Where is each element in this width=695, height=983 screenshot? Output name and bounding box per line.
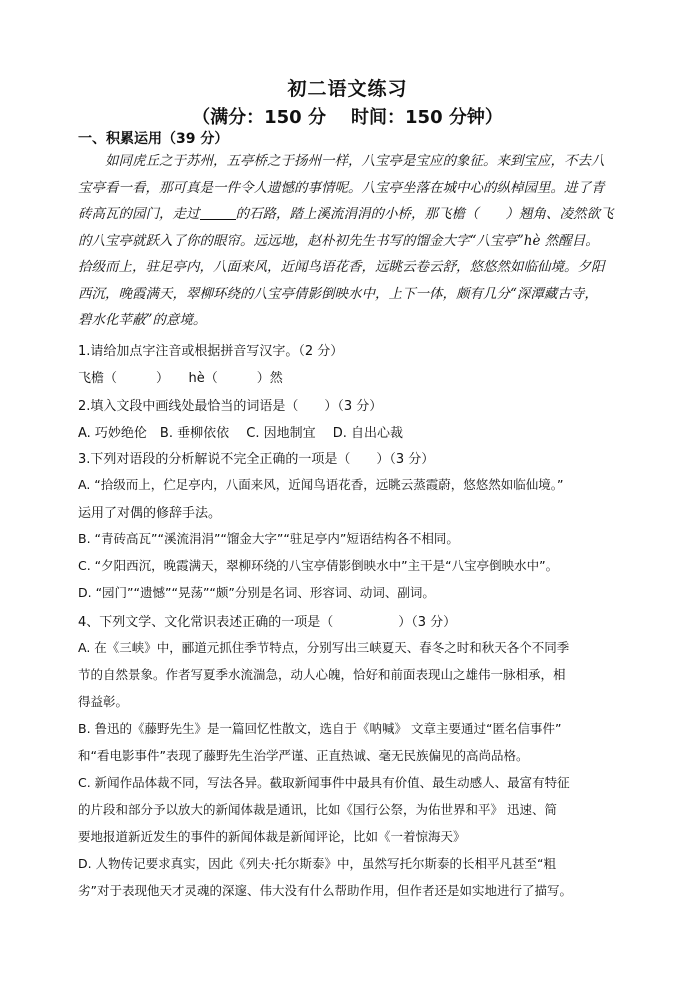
question-2-options: A. 巧妙绝伦 B. 垂柳依依 C. 因地制宜 D. 自出心裁 (78, 426, 403, 441)
question-3-option-a: A. “拾级而上，伫足亭内，八面来风，近闻鸟语花香，远眺云蒸霞蔚，悠悠然如临仙境。” (78, 477, 564, 492)
passage-line (78, 201, 626, 228)
reading-passage (78, 148, 626, 334)
question-4-option-c: C. 新闻作品体裁不同，写法各异。截取新闻事件中最具有价值、最生动感人、最富有特征 (78, 775, 570, 790)
passage-text: 的石路，踏上溪流涓涓的小桥，那飞檐（ ）翘角、凌然欲飞 (235, 206, 614, 222)
question-4-stem: 4、下列文学、文化常识表述正确的一项是（ ）（3 分） (78, 615, 457, 630)
question-1-stem: 1.请给加点字注音或根据拼音写汉字。（2 分） (78, 344, 344, 359)
passage-line: 的八宝亭就跃入了你的眼帘。远远地，赵朴初先生书写的馏金大字“八宝亭”hè 然醒目。 (78, 232, 599, 249)
question-4-option-d: D. 人物传记要求真实，因此《列夫·托尔斯泰》中，虽然写托尔斯泰的长相平凡甚至“粗 (78, 856, 557, 871)
question-4-option-b-cont: 和“看电影事件”表现了藤野先生治学严谨、正直热诚、毫无民族偏见的高尚品格。 (78, 748, 529, 763)
question-4-option-a: A. 在《三峡》中，郦道元抓住季节特点，分别写出三峡夏天、春冬之时和秋天各个不同季 (78, 640, 570, 655)
question-3-option-b: B. “青砖高瓦”“溪流涓涓”“馏金大字”“驻足亭内”短语结构各不相同。 (78, 531, 459, 546)
question-1-answer-line: 飞檐（ ） hè（ ）然 (78, 371, 283, 386)
question-3-option-a-cont: 运用了对偶的修辞手法。 (78, 506, 222, 521)
passage-line: 拾级而上，驻足亭内，八面来风，近闻鸟语花香，远眺云卷云舒，悠悠然如临仙境。夕阳 (78, 259, 605, 275)
passage-line: 西沉，晚霞满天，翠柳环绕的八宝亭倩影倒映水中，上下一体，颇有几分“深潭藏古寺， (78, 285, 598, 302)
question-4-option-b: B. 鲁迅的《藤野先生》是一篇回忆性散文，选自于《呐喊》 文章主要通过“匿名信事件” (78, 721, 562, 736)
page-title: 初二语文练习 (287, 78, 408, 100)
passage-line: 如同虎丘之于苏州，五亭桥之于扬州一样，八宝亭是宝应的象征。来到宝应，不去八 (78, 153, 605, 169)
fill-blank-underline (200, 207, 236, 220)
question-4-option-d-cont: 劣”对于表现他天才灵魂的深邃、伟大没有什么帮助作用，但作者还是如实地进行了描写。 (78, 883, 572, 898)
page-subtitle: （满分：150 分 时间：150 分钟） (192, 107, 503, 128)
question-3-option-c: C. “夕阳西沉，晚霞满天，翠柳环绕的八宝亭倩影倒映水中”主干是“八宝亭倒映水中”。 (78, 558, 559, 573)
passage-line: 碧水化苹蔽”的意境。 (78, 312, 207, 328)
question-4-option-a-cont: 节的自然景象。作者写夏季水流湍急，动人心魄，恰好和前面表现山之雄伟一脉相承，相 (78, 667, 566, 682)
passage-text: 砖高瓦的园门，走过 (78, 206, 200, 222)
question-4-option-c-cont: 要地报道新近发生的事件的新闻体裁是新闻评论，比如《一着惊海天》 (78, 829, 466, 844)
question-4-option-a-cont: 得益彰。 (78, 694, 129, 709)
question-4-option-c-cont: 的片段和部分予以放大的新闻体裁是通讯，比如《国行公祭，为佑世界和平》 迅速、简 (78, 802, 557, 817)
question-2-stem: 2.填入文段中画线处最恰当的词语是（ ）（3 分） (78, 399, 383, 414)
question-3-option-d: D. “园门”“遗憾”“晃荡”“颇”分别是名词、形容词、动词、副词。 (78, 585, 435, 600)
question-3-stem: 3.下列对语段的分析解说不完全正确的一项是（ ）（3 分） (78, 452, 435, 467)
passage-line: 宝亭看一看，那可真是一件令人遗憾的事情呢。八宝亭坐落在城中心的纵棹园里。进了青 (78, 179, 605, 196)
section-heading: 一、积累运用（39 分） (78, 131, 229, 147)
